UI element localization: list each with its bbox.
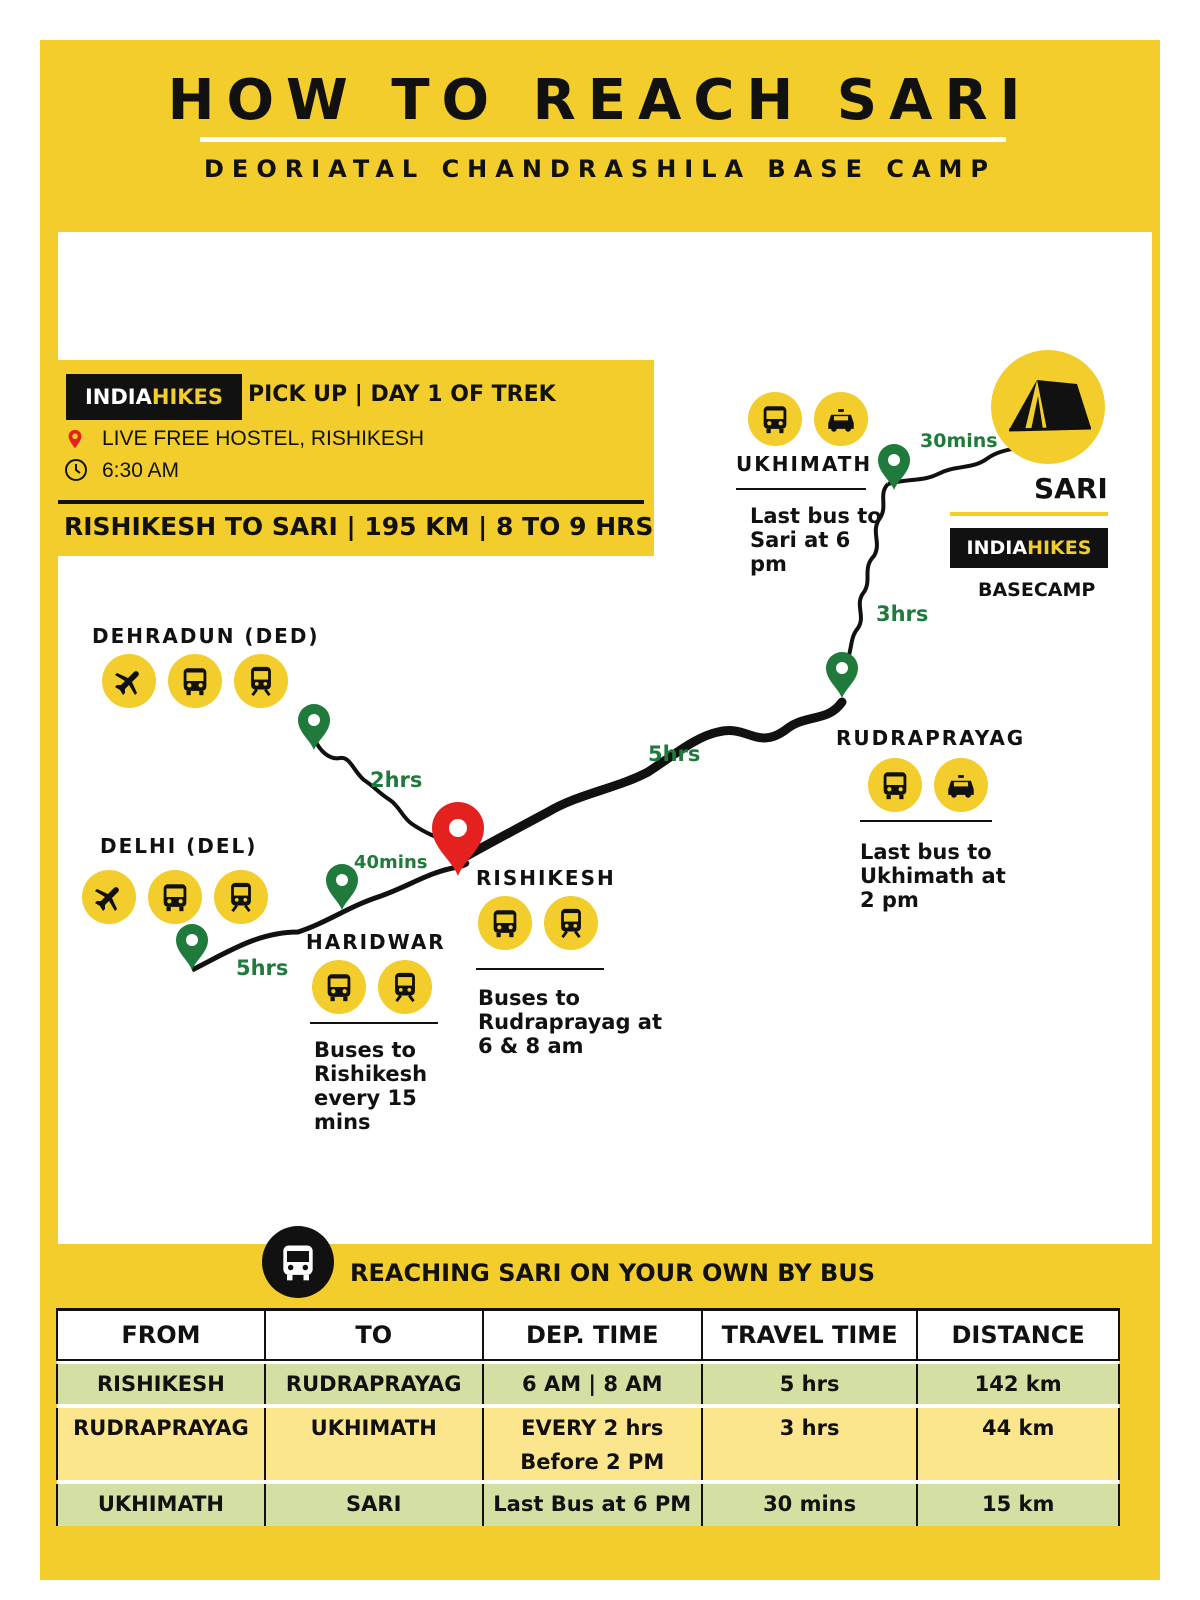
table-cell: 3 hrs — [702, 1408, 917, 1480]
bus-icon — [312, 960, 366, 1014]
table-cell: RUDRAPRAYAG — [57, 1408, 265, 1480]
column-header: TRAVEL TIME — [702, 1310, 917, 1360]
bus-section-title: REACHING SARI ON YOUR OWN BY BUS — [350, 1259, 876, 1287]
ukhimath-divider — [736, 488, 866, 490]
rudraprayag-transport-icons — [868, 758, 988, 812]
pickup-location: LIVE FREE HOSTEL, RISHIKESH — [102, 427, 425, 450]
duration-haridwar-rishikesh: 40mins — [354, 852, 428, 873]
plane-icon — [102, 654, 156, 708]
table-row — [57, 1364, 1119, 1404]
city-delhi: DELHI (DEL) — [100, 834, 258, 858]
column-header: DISTANCE — [917, 1310, 1119, 1360]
bus-icon — [748, 392, 802, 446]
table-row — [57, 1484, 1119, 1526]
route-summary: RISHIKESH TO SARI | 195 KM | 8 TO 9 HRS — [64, 512, 654, 541]
train-icon — [214, 870, 268, 924]
sari-divider — [950, 512, 1108, 516]
duration-dehradun-rishikesh: 2hrs — [370, 768, 423, 792]
table-cell-subtext: Before 2 PM — [520, 1449, 665, 1474]
table-cell: 5 hrs — [702, 1364, 917, 1404]
city-ukhimath: UKHIMATH — [736, 452, 873, 476]
table-row — [57, 1408, 1119, 1480]
dehradun-transport-icons — [102, 654, 288, 708]
rishikesh-transport-icons — [478, 896, 598, 950]
taxi-icon — [934, 758, 988, 812]
duration-rishikesh-rudraprayag: 5hrs — [648, 742, 701, 766]
rishikesh-note: Buses to Rudraprayag at 6 & 8 am — [478, 986, 663, 1058]
bus-icon — [868, 758, 922, 812]
title-divider — [200, 137, 1006, 142]
duration-ukhimath-sari: 30mins — [920, 430, 998, 452]
haridwar-divider — [310, 1022, 438, 1024]
bus-icon — [148, 870, 202, 924]
table-cell-text: EVERY 2 hrs — [521, 1415, 664, 1440]
pin-dehradun — [298, 704, 330, 750]
tent-icon — [991, 350, 1105, 464]
table-header-row — [57, 1310, 1119, 1360]
taxi-icon — [814, 392, 868, 446]
bus-icon — [262, 1226, 334, 1298]
city-sari: SARI — [1034, 472, 1108, 505]
rudraprayag-divider — [860, 820, 992, 822]
city-haridwar: HARIDWAR — [306, 930, 446, 954]
page-title: HOW TO REACH SARI — [167, 68, 1033, 133]
table-cell: Last Bus at 6 PM — [483, 1484, 702, 1526]
pickup-location-row — [64, 426, 424, 452]
table-cell: UKHIMATH — [265, 1408, 483, 1480]
pickup-divider — [58, 500, 644, 504]
indiahikes-logo: INDIAHIKES — [66, 374, 242, 420]
haridwar-note: Buses to Rishikesh every 15 mins — [314, 1038, 428, 1134]
ukhimath-note: Last bus to Sari at 6 pm — [750, 504, 882, 576]
table-cell: RISHIKESH — [57, 1364, 265, 1404]
route-map — [58, 232, 1152, 1244]
train-icon — [234, 654, 288, 708]
train-icon — [378, 960, 432, 1014]
basecamp-label: BASECAMP — [978, 579, 1096, 601]
table-cell: 15 km — [917, 1484, 1119, 1526]
table-cell: UKHIMATH — [57, 1484, 265, 1526]
table-cell — [483, 1408, 702, 1480]
duration-delhi-haridwar: 5hrs — [236, 956, 289, 980]
bus-schedule-table — [56, 1308, 1120, 1526]
table-cell: SARI — [265, 1484, 483, 1526]
column-header: TO — [265, 1310, 483, 1360]
bus-icon — [168, 654, 222, 708]
city-rudraprayag: RUDRAPRAYAG — [836, 726, 1026, 750]
table-cell: 142 km — [917, 1364, 1119, 1404]
haridwar-transport-icons — [312, 960, 432, 1014]
table-cell: 6 AM | 8 AM — [483, 1364, 702, 1404]
basecamp-logo: INDIAHIKES — [950, 528, 1108, 568]
bus-icon — [478, 896, 532, 950]
column-header: DEP. TIME — [483, 1310, 702, 1360]
pickup-panel — [58, 360, 654, 556]
pin-ukhimath — [878, 444, 910, 490]
rishikesh-divider — [476, 968, 604, 970]
clock-icon — [64, 458, 90, 484]
location-pin-icon — [64, 426, 90, 452]
duration-rudraprayag-ukhimath: 3hrs — [876, 602, 929, 626]
route-rishikesh-rudraprayag — [456, 702, 842, 862]
pickup-title: PICK UP | DAY 1 OF TREK — [248, 382, 556, 407]
delhi-transport-icons — [82, 870, 268, 924]
pickup-time-row — [64, 458, 179, 484]
ukhimath-transport-icons — [748, 392, 868, 446]
rudraprayag-note: Last bus to Ukhimath at 2 pm — [860, 840, 1006, 912]
pin-rudraprayag — [826, 652, 858, 698]
page-subtitle: DEORIATAL CHANDRASHILA BASE CAMP — [204, 155, 996, 183]
train-icon — [544, 896, 598, 950]
table-cell: 30 mins — [702, 1484, 917, 1526]
table-cell: 44 km — [917, 1408, 1119, 1480]
column-header: FROM — [57, 1310, 265, 1360]
table-cell: RUDRAPRAYAG — [265, 1364, 483, 1404]
pickup-time: 6:30 AM — [102, 459, 180, 482]
city-rishikesh: RISHIKESH — [476, 866, 616, 890]
plane-icon — [82, 870, 136, 924]
city-dehradun: DEHRADUN (DED) — [92, 624, 320, 648]
pin-rishikesh — [432, 802, 484, 876]
